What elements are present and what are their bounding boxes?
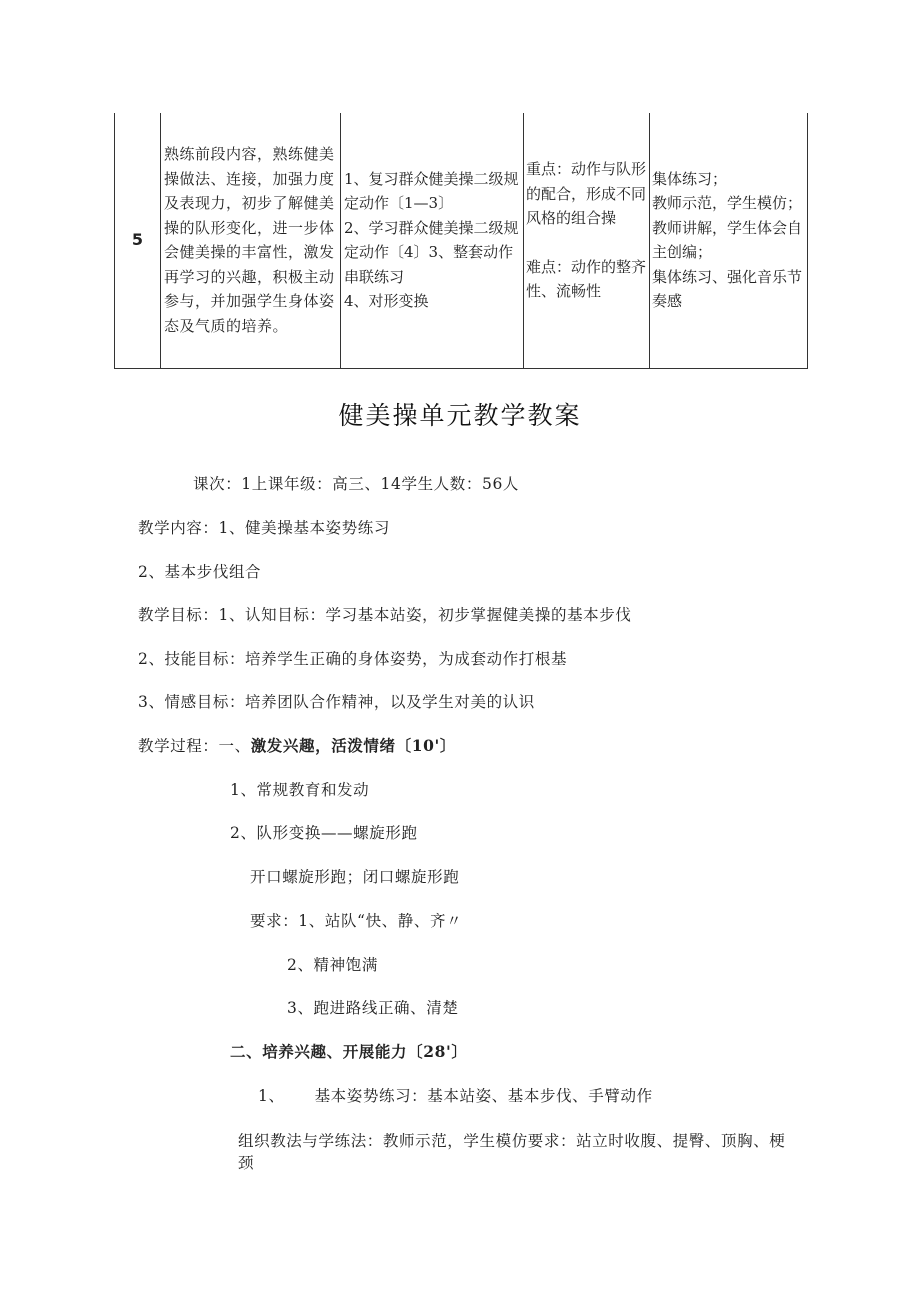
lesson-number: 5 xyxy=(115,113,161,368)
method-item: 教师示范，学生模仿； xyxy=(652,194,803,213)
method-item: 教师讲解，学生体会自主创编； xyxy=(652,218,803,262)
content-item: 1、复习群众健美操二级规定动作〔1—3〕 xyxy=(344,169,519,213)
key-points-cell xyxy=(524,113,650,368)
goal-cognitive: 教学目标：1、认知目标：学习基本站姿，初步掌握健美操的基本步伐 xyxy=(138,606,632,624)
part2-title: 二、培养兴趣、开展能力〔28'〕 xyxy=(230,1042,468,1061)
part2-item-text: 基本姿势练习：基本站姿、基本步伐、手臂动作 xyxy=(314,1087,653,1105)
teaching-content-item: 2、基本步伐组合 xyxy=(138,563,262,581)
method-item: 集体练习、强化音乐节奏感 xyxy=(652,267,803,311)
requirement-item: 2、精神饱满 xyxy=(287,956,378,974)
teaching-content-line: 教学内容：1、健美操基本姿势练习 xyxy=(138,519,390,537)
content-item: 2、学习群众健美操二级规定动作〔4〕3、整套动作串联练习 xyxy=(344,218,519,286)
part1-title: 激发兴趣，活泼情绪〔10'〕 xyxy=(250,736,456,755)
part2-item-number: 1、 xyxy=(258,1087,285,1105)
class-info-line: 课次：1上课年级：高三、14学生人数：56人 xyxy=(193,475,520,493)
table-row xyxy=(115,113,808,368)
goal-skill: 2、技能目标：培养学生正确的身体姿势，为成套动作打根基 xyxy=(138,650,568,668)
requirement-item: 要求：1、站队“快、静、齐〃 xyxy=(250,912,463,930)
part1-item: 1、常规教育和发动 xyxy=(230,781,370,799)
process-heading-part2 xyxy=(230,1042,467,1062)
part1-item-detail: 开口螺旋形跑；闭口螺旋形跑 xyxy=(250,868,460,886)
teaching-aims-text: 熟练前段内容，熟练健美操做法、连接，加强力度及表现力，初步了解健美操的队形变化，进一步体会健美操的丰富性，激发再学习的兴趣，积极主动参与，并加强学生身体姿态及气质的培养。 xyxy=(164,145,335,335)
methods-cell xyxy=(650,113,808,368)
difficulty-text: 难点：动作的整齐性、流畅性 xyxy=(526,257,647,300)
teaching-aims-cell xyxy=(161,113,341,368)
requirement-item: 3、跑进路线正确、清楚 xyxy=(287,999,459,1017)
part2-item xyxy=(258,1086,653,1106)
part1-item: 2、队形变换——螺旋形跑 xyxy=(230,824,418,842)
teaching-content-cell xyxy=(341,113,524,368)
goal-emotion: 3、情感目标：培养团队合作精神，以及学生对美的认识 xyxy=(138,693,535,711)
content-item: 4、对形变换 xyxy=(344,292,429,311)
process-label: 教学过程：一、 xyxy=(138,737,251,755)
lesson-plan-table xyxy=(114,113,808,369)
process-heading-part1 xyxy=(138,736,456,756)
key-point-text: 重点：动作与队形的配合，形成不同风格的组合操 xyxy=(526,160,647,227)
method-item: 集体练习； xyxy=(652,169,728,188)
document-title: 健美操单元教学教案 xyxy=(338,401,582,430)
part2-method: 组织教法与学练法：教师示范，学生模仿要求：站立时收腹、提臀、顶胸、梗颈 xyxy=(238,1132,786,1172)
